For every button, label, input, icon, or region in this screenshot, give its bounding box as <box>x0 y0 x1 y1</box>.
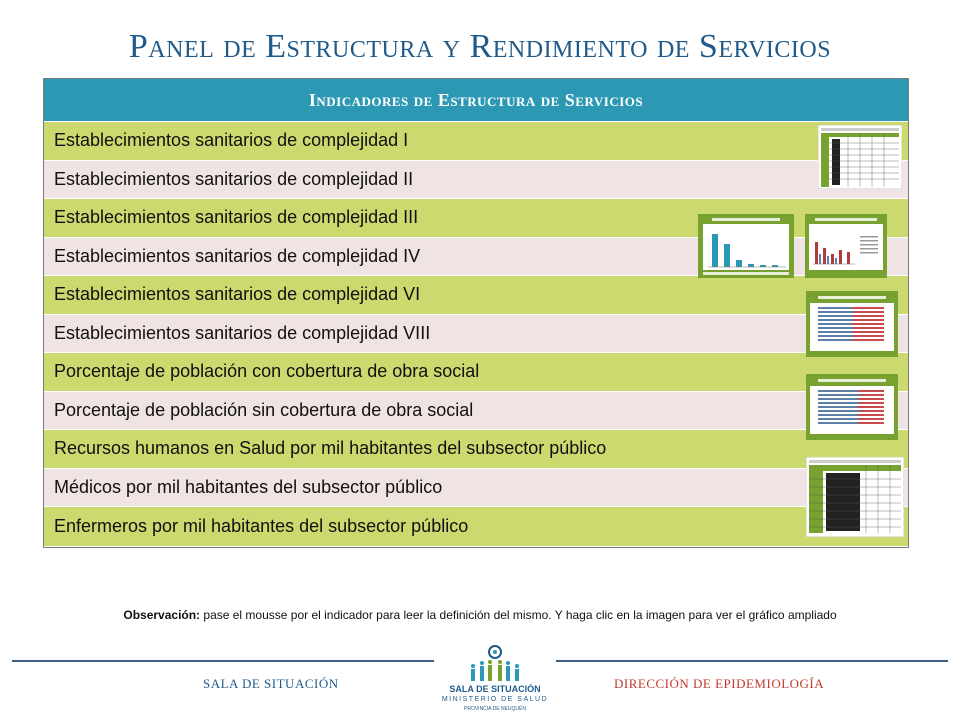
indicators-panel <box>43 78 909 548</box>
indicator-row[interactable]: Establecimientos sanitarios de complejidad II <box>44 161 908 200</box>
logo-title: SALA DE SITUACIÓN <box>449 684 541 694</box>
logo-ministry: MINISTERIO DE SALUD <box>441 696 549 703</box>
indicator-row[interactable]: Establecimientos sanitarios de complejidad IV <box>44 238 908 277</box>
indicator-row[interactable]: Establecimientos sanitarios de complejidad VI <box>44 276 908 315</box>
observation-note <box>0 608 960 622</box>
indicator-row[interactable]: Porcentaje de población sin cobertura de obra social <box>44 392 908 431</box>
observation-text: pase el mousse por el indicador para leer la definición del mismo. Y haga clic en la imagen para ver el gráfico ampliado <box>200 608 837 622</box>
footer-divider-left <box>12 660 434 662</box>
indicator-row[interactable]: Establecimientos sanitarios de complejidad I <box>44 122 908 161</box>
bar-chart-thumbnail-blue[interactable] <box>698 214 794 278</box>
panel-header: Indicadores de Estructura de Servicios <box>44 79 908 122</box>
stacked-bar-thumbnail-coverage[interactable] <box>806 291 898 357</box>
bar-chart-thumbnail-red[interactable] <box>805 214 887 278</box>
indicator-row[interactable]: Porcentaje de población con cobertura de obra social <box>44 353 908 392</box>
sala-situacion-logo <box>440 644 550 716</box>
indicator-row[interactable]: Establecimientos sanitarios de complejidad VIII <box>44 315 908 354</box>
table-thumbnail-human-resources[interactable] <box>806 457 904 537</box>
footer-divider-right <box>556 660 948 662</box>
logo-province: PROVINCIA DE NEUQUÉN <box>464 706 526 712</box>
footer-direccion: DIRECCIÓN DE EPIDEMIOLOGÍA <box>614 676 825 691</box>
footer-sala-situacion: SALA DE SITUACIÓN <box>203 676 339 691</box>
indicator-row[interactable]: Recursos humanos en Salud por mil habitantes del subsector público <box>44 430 908 469</box>
observation-label: Observación: <box>123 608 201 622</box>
indicator-row[interactable]: Médicos por mil habitantes del subsector público <box>44 469 908 508</box>
stacked-bar-thumbnail-no-coverage[interactable] <box>806 374 898 440</box>
indicator-row[interactable]: Establecimientos sanitarios de complejidad III <box>44 199 908 238</box>
page-title: Panel de Estructura y Rendimiento de Servicios <box>128 28 832 65</box>
table-thumbnail-complexity[interactable] <box>818 125 902 189</box>
indicator-row[interactable]: Enfermeros por mil habitantes del subsector público <box>44 507 908 546</box>
logo-people-icon <box>440 644 550 684</box>
